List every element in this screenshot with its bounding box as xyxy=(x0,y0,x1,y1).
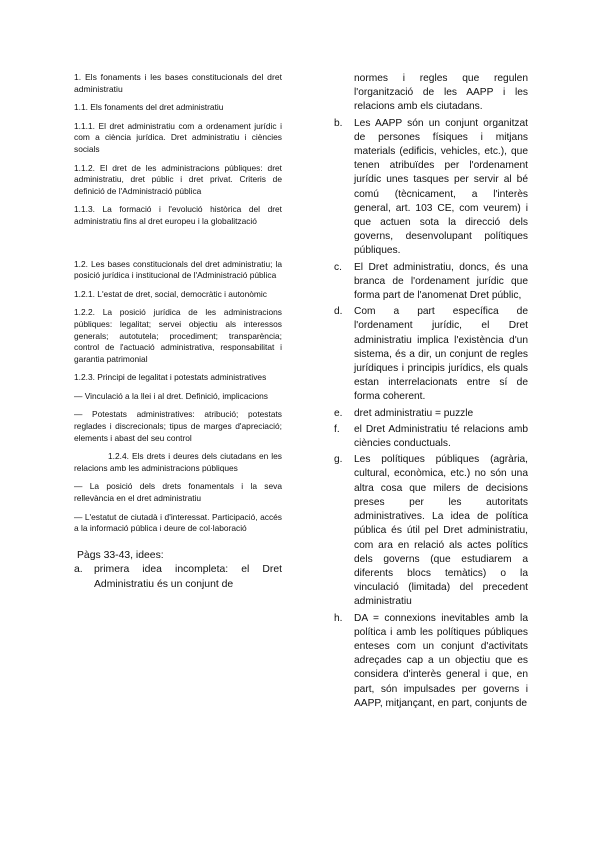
section-heading-1: 1. Els fonaments i les bases constitucionals del dret administratiu xyxy=(74,72,282,94)
dash-item-drets-fonamentals: — La posició dels drets fonamentals i la seva rellevància en el dret administratiu xyxy=(74,481,282,504)
list-item-text: El Dret administratiu, doncs, és una branca de l'ordenament jurídic que forma part de l'anomenat Dret públic, xyxy=(354,261,528,302)
list-marker: a. xyxy=(74,564,83,576)
subsection-heading-1-2: 1.2. Les bases constitucionals del dret administratiu; la posició jurídica i institucional de l'Administració pública xyxy=(74,258,282,281)
list-item xyxy=(334,117,528,259)
list-marker: f. xyxy=(334,423,340,435)
dash-item-potestats: — Potestats administratives: atribució; potestats reglades i discrecionals; tipus de marges d'apreciació; elements i abast del seu control xyxy=(74,409,282,443)
topic-1-1-2: 1.1.2. El dret de les administracions públiques: dret administratiu, dret públic i dret privat. Criteris de definició de l'Administració pública xyxy=(74,162,282,196)
right-column xyxy=(334,72,528,713)
topic-1-2-4: 1.2.4. Els drets i deures dels ciutadans en les relacions amb les administracions públiques xyxy=(74,451,282,473)
list-item-text: primera idea incompleta: el Dret Administratiu és un conjunt de xyxy=(94,564,282,590)
list-item-text: Les polítiques públiques (agrària, cultural, econòmica, etc.) no són una altra cosa que milers de decisions preses per les autoritats administratives. La idea de política pública és útil pel Dret administratiu, com ara en relació als actes polítics dels governs (que estudiarem a diferents blocs temàtics) o la vinculació (limitada) del precedent administratiu xyxy=(354,454,528,608)
ideas-list xyxy=(334,117,528,711)
list-item-a-continuation: normes i regles que regulen l'organització de les AAPP i les relacions amb els ciutadans. xyxy=(354,73,528,113)
list-item xyxy=(334,407,528,421)
left-column xyxy=(74,72,282,595)
pages-notes xyxy=(74,549,282,593)
list-item xyxy=(334,305,528,404)
list-item-a xyxy=(74,563,282,592)
subsection-heading-1-1: 1.1. Els fonaments del dret administratiu xyxy=(74,102,224,113)
ideas-list-start xyxy=(74,563,282,592)
list-marker: d. xyxy=(334,306,343,318)
list-item xyxy=(334,423,528,451)
pages-title: Pàgs 33-43, idees: xyxy=(77,549,164,561)
topic-1-2-2: 1.2.2. La posició jurídica de les administracions públiques: legalitat; servei objectiu als interessos generals; autotutela; procediment; transparència; control de l'actuació administrativa, responsabilitat i garantia patrimonial xyxy=(74,307,282,364)
topic-1-2-3: 1.2.3. Principi de legalitat i potestats administratives xyxy=(74,372,267,383)
list-marker: g. xyxy=(334,454,343,466)
list-item-text: el Dret Administratiu té relacions amb ciències conductuals. xyxy=(354,423,528,450)
list-item xyxy=(334,453,528,609)
list-marker: h. xyxy=(334,612,343,624)
topic-1-2-1: 1.2.1. L'estat de dret, social, democràtic i autonòmic xyxy=(74,288,267,299)
list-marker: e. xyxy=(334,407,343,419)
list-item-text: dret administratiu = puzzle xyxy=(354,407,474,419)
list-item-text: Les AAPP són un conjunt organitzat de persones físiques i mitjans materials (edificis, vehicles, etc.), que tenen atribuïdes per l'ordenament jurídic unes tasques per servir al bé comú (tècnicament, a l'interès general, art. 103 CE, com veurem) i que actuen sota la direcció dels governs, desenvolupant polítiques públiques. xyxy=(354,117,528,257)
dash-item-vinculacio: — Vinculació a la llei i al dret. Definició, implicacions xyxy=(74,390,268,401)
list-item xyxy=(334,261,528,304)
list-item-text: DA = connexions inevitables amb la política i amb les polítiques públiques enteses com un conjunt d'activitats adreçades cap a un objectiu que es considera d'interès general i que, en part, són impulsades per governs i AAPP, mitjançant, en part, conjunts de xyxy=(354,612,528,709)
list-marker: b. xyxy=(334,117,343,129)
list-item-text: Com a part específica de l'ordenament jurídic, el Dret administratiu implica l'existència d'un sistema, és a dir, un conjunt de regles jurídiques i principis jurídics, els quals estan interrelacionats entre sí de forma coherent. xyxy=(354,306,528,403)
list-item xyxy=(334,612,528,711)
dash-item-estatut-ciutada: — L'estatut de ciutadà i d'interessat. Participació, accés a la informació pública i deure de col·laboració xyxy=(74,511,282,534)
list-marker: c. xyxy=(334,261,342,273)
topic-1-1-1: 1.1.1. El dret administratiu com a ordenament jurídic i com a ciència jurídica. Dret administratiu i ciències socials xyxy=(74,120,282,154)
topic-1-1-3: 1.1.3. La formació i l'evolució històrica del dret administratiu fins al dret europeu i la globalització xyxy=(74,204,282,226)
